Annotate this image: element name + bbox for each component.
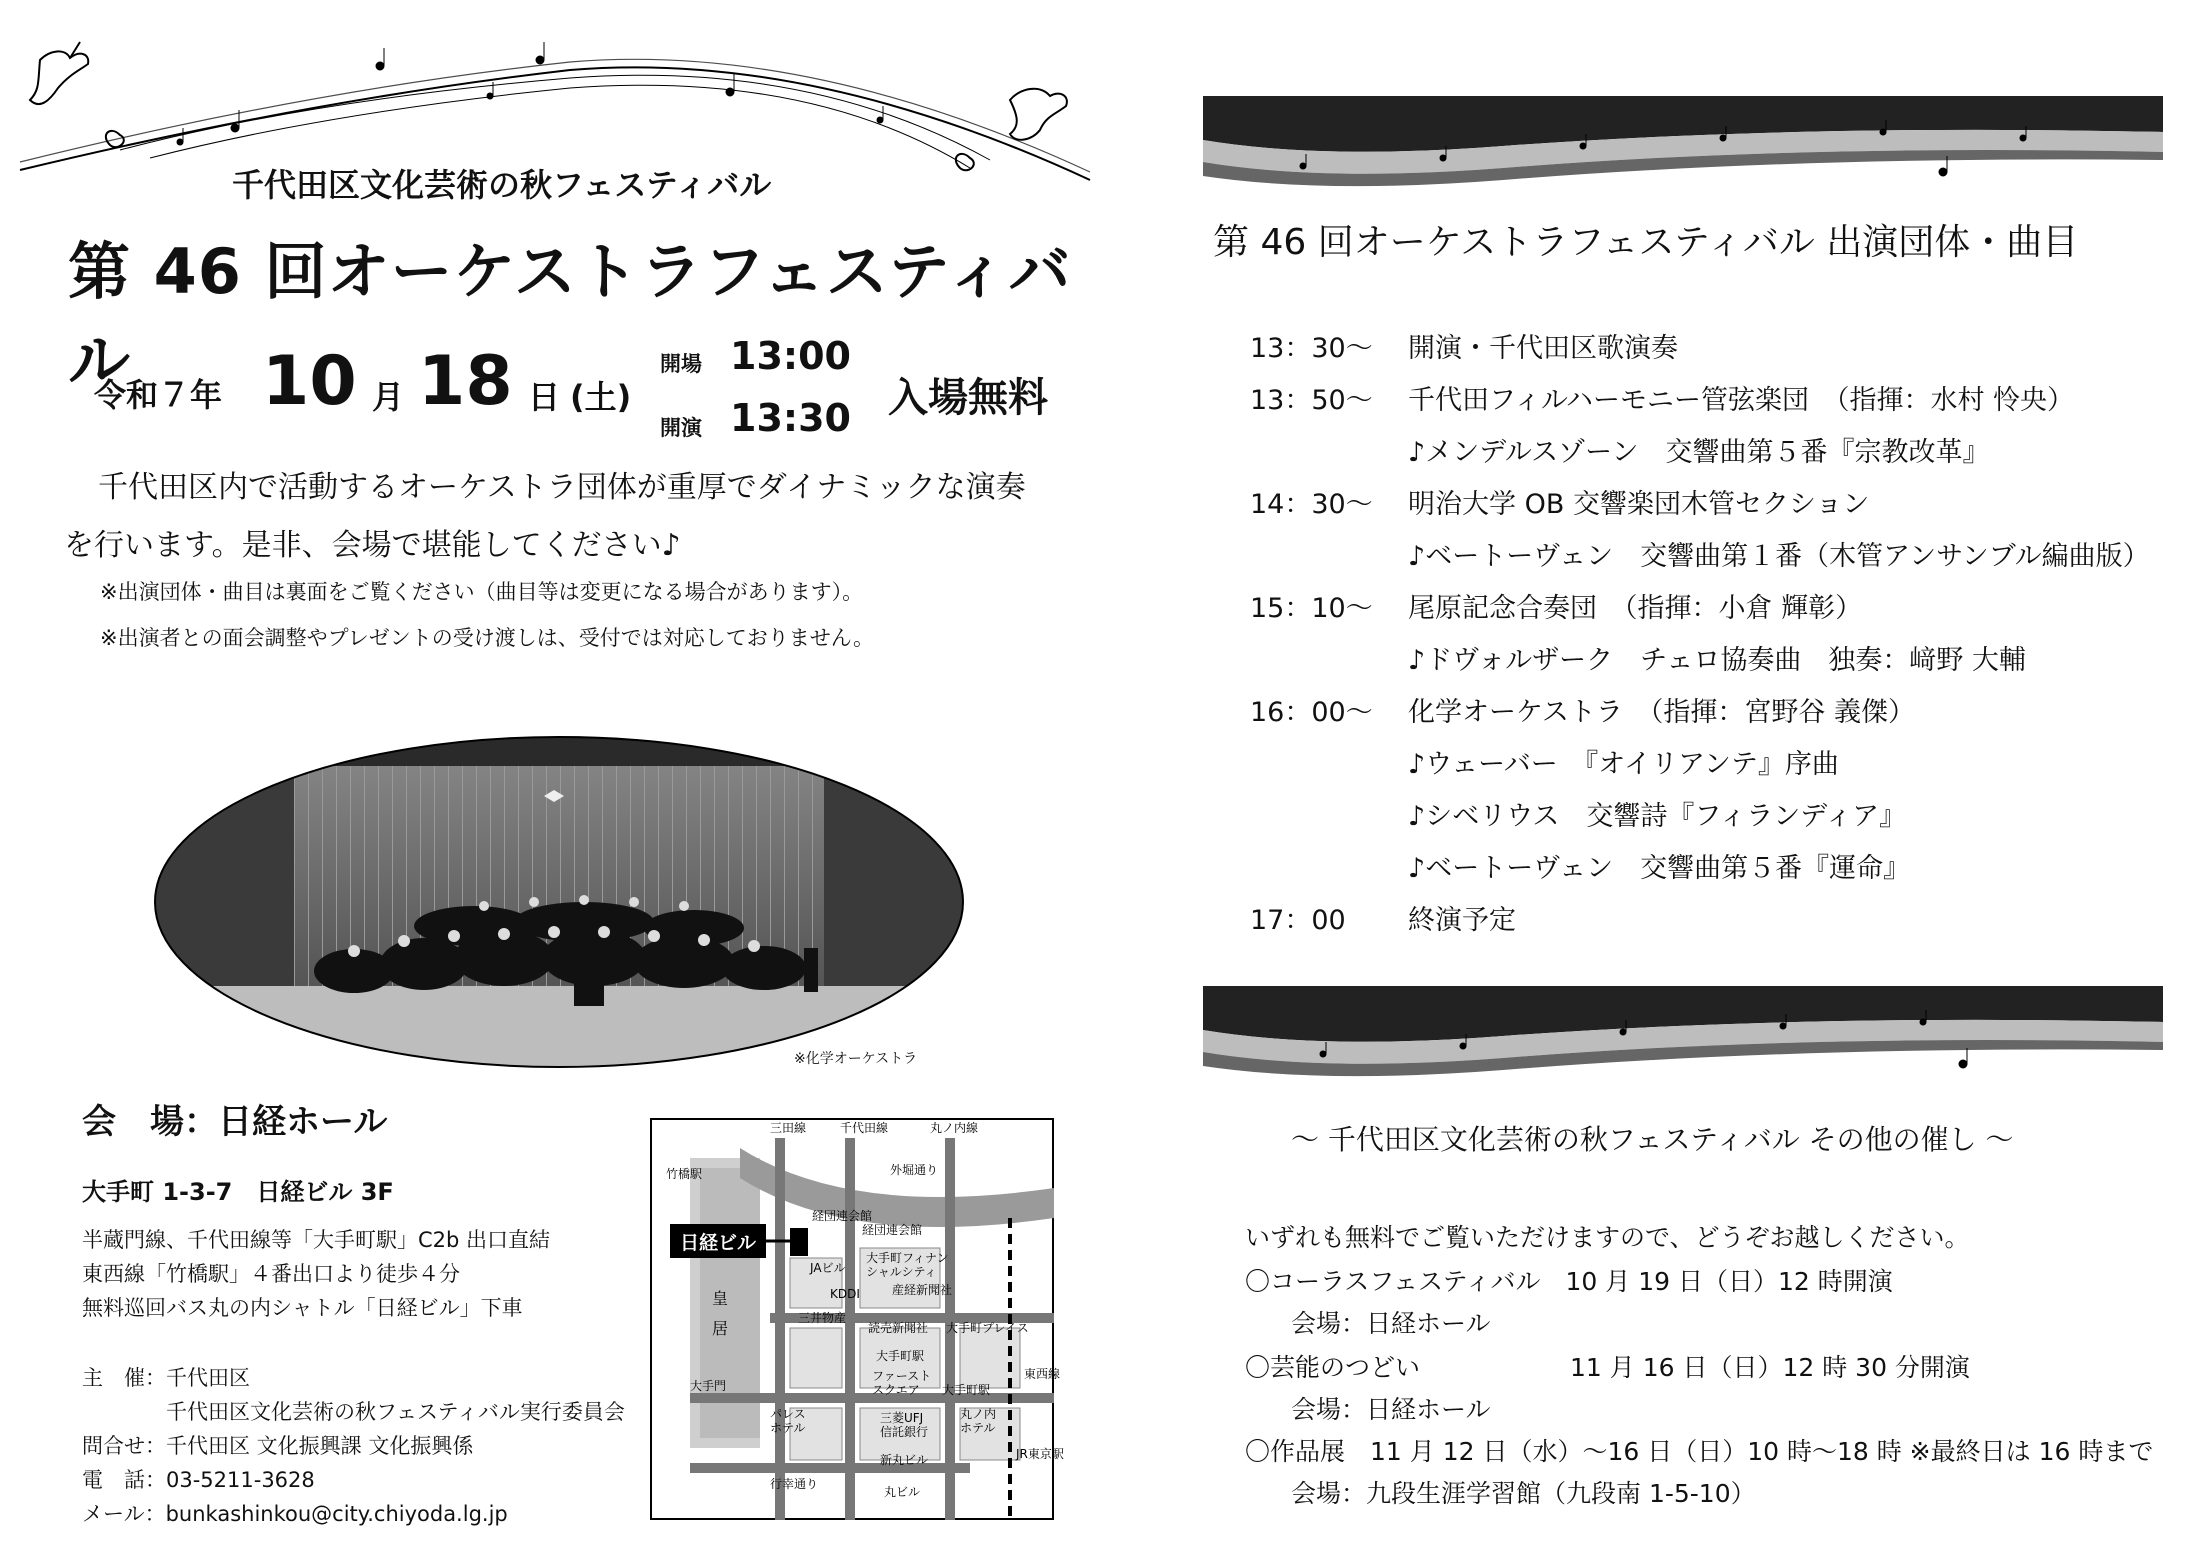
organizer-committee: 千代田区文化芸術の秋フェスティバル実行委員会 — [166, 1400, 625, 1424]
music-staff-decoration — [1203, 96, 2163, 196]
svg-text:新丸ビル: 新丸ビル — [880, 1453, 929, 1467]
access-map — [650, 1118, 1064, 1520]
program-item — [1250, 378, 2074, 417]
email-address[interactable]: bunkashinkou@city.chiyoda.lg.jp — [165, 1502, 508, 1526]
phone-number: 03-5211-3628 — [166, 1468, 315, 1492]
start-label: 開演 — [660, 416, 702, 440]
open-label: 開場 — [660, 352, 702, 376]
program-item — [1250, 482, 1869, 521]
other-event-venue: 会場：日経ホール — [1291, 1309, 1491, 1338]
other-event: 〇作品展 11 月 12 日（水）～16 日（日）10 時～18 時 ※最終日は 16 時まで — [1245, 1437, 2154, 1466]
access-line: 東西線「竹橋駅」４番出口より徒歩４分 — [82, 1262, 460, 1286]
program-title: 終演予定 — [1408, 905, 1516, 936]
svg-text:丸ノ内: 丸ノ内 — [960, 1407, 997, 1421]
other-event: 〇芸能のつどい 11 月 16 日（日）12 時 30 分開演 — [1245, 1353, 1970, 1382]
program-piece: ♪メンデルスゾーン 交響曲第５番『宗教改革』 — [1408, 437, 1990, 468]
svg-text:ホテル: ホテル — [770, 1421, 806, 1435]
svg-text:JAビル: JAビル — [810, 1261, 846, 1275]
program-title: 千代田フィルハーモニー管弦楽団 （指揮：水村 怜央） — [1408, 385, 2075, 416]
program-heading: 第 46 回オーケストラフェスティバル 出演団体・曲目 — [1213, 222, 2079, 263]
map-line-label: 三田線 — [770, 1121, 807, 1135]
bird-icon — [956, 89, 1067, 170]
program-title: 開演・千代田区歌演奏 — [1408, 333, 1678, 364]
svg-text:大手町プレイス: 大手町プレイス — [946, 1321, 1029, 1335]
date-weekday: (土) — [570, 378, 632, 416]
access-line: 無料巡回バス丸の内シャトル「日経ビル」下車 — [82, 1296, 523, 1320]
open-time: 13:00 — [730, 334, 851, 378]
svg-text:産経新聞社: 産経新聞社 — [892, 1283, 953, 1297]
svg-text:皇: 皇 — [712, 1289, 729, 1308]
contact-row — [82, 1430, 473, 1460]
contact-department: 千代田区 文化振興課 文化振興係 — [166, 1434, 474, 1458]
svg-text:竹橋駅: 竹橋駅 — [666, 1167, 703, 1181]
program-item — [1250, 326, 1678, 365]
svg-text:経団連会館: 経団連会館 — [812, 1209, 873, 1223]
organizer-label: 主 催： — [82, 1366, 166, 1390]
map-nikkei-label: 日経ビル — [680, 1232, 757, 1254]
organizer-name: 千代田区 — [166, 1366, 250, 1390]
other-event-venue: 会場：九段生涯学習館（九段南 1-5-10） — [1291, 1479, 1756, 1508]
svg-text:大手町駅: 大手町駅 — [876, 1349, 925, 1363]
program-time: 16：00～ — [1250, 697, 1373, 728]
svg-text:大手門: 大手門 — [690, 1379, 727, 1393]
email-row — [82, 1498, 508, 1528]
svg-text:三菱UFJ: 三菱UFJ — [880, 1411, 924, 1425]
program-time: 13：30～ — [1250, 333, 1373, 364]
venue-heading: 会 場：日経ホール — [82, 1102, 388, 1142]
svg-text:行幸通り: 行幸通り — [770, 1477, 819, 1491]
other-events-intro: いずれも無料でご覧いただけますので、どうぞお越しください。 — [1245, 1223, 1970, 1252]
organizer-row — [82, 1362, 250, 1392]
program-piece: ♪ベートーヴェン 交響曲第１番（木管アンサンブル編曲版） — [1408, 541, 2150, 572]
photo-caption: ※化学オーケストラ — [794, 1051, 918, 1067]
other-event: 〇コーラスフェスティバル 10 月 19 日（日）12 時開演 — [1245, 1267, 1893, 1296]
date-day-unit: 日 — [528, 378, 561, 416]
program-piece: ♪ウェーバー 『オイリアンテ』序曲 — [1408, 749, 1839, 780]
note-meeting: ※出演者との面会調整やプレゼントの受け渡しは、受付では対応しておりません。 — [100, 626, 875, 650]
orchestra-photo — [154, 736, 964, 1068]
intro-line-2: を行います。是非、会場で堪能してください♪ — [64, 528, 681, 563]
svg-text:読売新聞社: 読売新聞社 — [868, 1321, 929, 1335]
program-time: 14：30～ — [1250, 489, 1373, 520]
svg-text:信託銀行: 信託銀行 — [880, 1425, 929, 1439]
svg-text:経団連会館: 経団連会館 — [862, 1223, 923, 1237]
date-month: 10 — [262, 342, 357, 421]
program-time: 15：10～ — [1250, 593, 1373, 624]
date-day: 18 — [418, 342, 513, 421]
program-piece: ♪ベートーヴェン 交響曲第５番『運命』 — [1408, 853, 1911, 884]
svg-text:丸ビル: 丸ビル — [884, 1485, 921, 1499]
svg-text:ホテル: ホテル — [960, 1421, 996, 1435]
date-era: 令和７年 — [94, 376, 223, 414]
svg-text:三井物産: 三井物産 — [798, 1311, 847, 1325]
page-title: 第 46 回オーケストラフェスティバル — [68, 235, 1072, 397]
svg-text:東西線: 東西線 — [1024, 1367, 1061, 1381]
svg-text:スクエア: スクエア — [872, 1383, 920, 1397]
program-time: 17：00 — [1250, 905, 1346, 936]
program-item — [1250, 586, 1862, 625]
other-events-heading: ～ 千代田区文化芸術の秋フェスティバル その他の催し ～ — [1291, 1123, 2014, 1156]
program-title: 尾原記念合奏団 （指揮：小倉 輝彰） — [1408, 593, 1863, 624]
svg-text:外堀通り: 外堀通り — [890, 1163, 939, 1177]
program-piece: ♪シベリウス 交響詩『フィランディア』 — [1408, 801, 1907, 832]
svg-text:JR東京駅: JR東京駅 — [1016, 1447, 1064, 1461]
program-piece: ♪ドヴォルザーク チェロ協奏曲 独奏：﨑野 大輔 — [1408, 645, 2026, 676]
note-program: ※出演団体・曲目は裏面をご覧ください（曲目等は変更になる場合があります）。 — [100, 580, 864, 604]
phone-row — [82, 1464, 315, 1494]
bird-icon — [30, 42, 124, 147]
flyer-back — [1105, 0, 2210, 1554]
svg-text:大手町フィナン: 大手町フィナン — [866, 1251, 949, 1265]
program-title: 明治大学 OB 交響楽団木管セクション — [1408, 489, 1870, 520]
svg-text:パレス: パレス — [770, 1407, 806, 1421]
phone-label: 電 話： — [82, 1468, 166, 1492]
music-staff-decoration — [1203, 986, 2163, 1086]
svg-text:大手町駅: 大手町駅 — [942, 1383, 991, 1397]
venue-address: 大手町 1-3-7 日経ビル 3F — [82, 1178, 394, 1206]
date-month-unit: 月 — [372, 378, 405, 416]
contact-label: 問合せ： — [82, 1434, 166, 1458]
program-time: 13：50～ — [1250, 385, 1373, 416]
map-line-label: 丸ノ内線 — [930, 1121, 979, 1135]
email-label: メール： — [82, 1502, 166, 1526]
svg-text:シャルシティ: シャルシティ — [866, 1265, 937, 1279]
start-time: 13:30 — [730, 396, 851, 440]
svg-text:ファースト: ファースト — [872, 1369, 932, 1383]
svg-text:KDDI: KDDI — [830, 1287, 860, 1301]
intro-line-1: 千代田区内で活動するオーケストラ団体が重厚でダイナミックな演奏 — [98, 470, 1026, 505]
program-item — [1250, 690, 1915, 729]
festival-subtitle: 千代田区文化芸術の秋フェスティバル — [232, 166, 772, 204]
admission-free: 入場無料 — [888, 375, 1048, 421]
other-event-venue: 会場：日経ホール — [1291, 1395, 1491, 1424]
access-line: 半蔵門線、千代田線等「大手町駅」C2b 出口直結 — [82, 1228, 551, 1252]
svg-text:居: 居 — [712, 1319, 729, 1338]
program-item — [1250, 898, 1516, 937]
program-title: 化学オーケストラ （指揮：宮野谷 義傑） — [1408, 697, 1916, 728]
map-line-label: 千代田線 — [840, 1121, 889, 1135]
